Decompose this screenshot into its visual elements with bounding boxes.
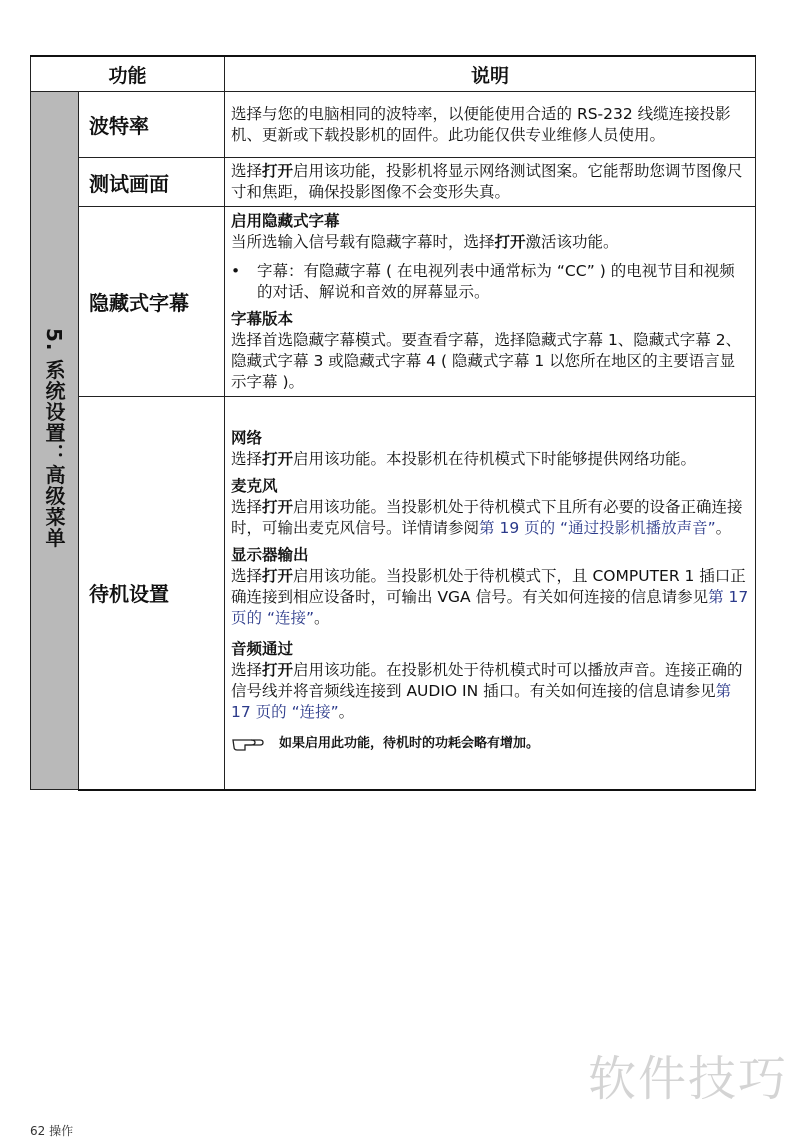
section-label: 5. 系统设置：高级菜单	[42, 328, 66, 549]
link-page-19[interactable]: 第 19 页的 “通过投影机播放声音”	[479, 518, 716, 537]
standby-audio-pass-text: 选择打开启用该功能。在投影机处于待机模式时可以播放声音。连接正确的信号线并将音频线连接到 AUDIO IN 插口。有关如何连接的信息请参见第 17 页的 “连接”。	[231, 660, 743, 721]
cc-version-text: 选择首选隐藏字幕模式。要查看字幕，选择隐藏式字幕 1、隐藏式字幕 2、隐藏式字幕 3 或隐藏式字幕 4 ( 隐藏式字幕 1 以您所在地区的主要语言显示字幕 )。	[231, 330, 742, 391]
standby-network-heading: 网络	[231, 428, 263, 447]
test-pattern-text: 选择打开启用该功能，投影机将显示网络测试图案。它能帮助您调节图像尺寸和焦距，确保投影图像不会变形失真。	[231, 162, 743, 201]
baud-rate-text: 选择与您的电脑相同的波特率，以便能使用合适的 RS-232 线缆连接投影机、更新或下载投影机的固件。此功能仅供专业维修人员使用。	[231, 104, 731, 144]
table-row-baud-rate	[31, 92, 756, 158]
table-row-standby-settings	[31, 397, 756, 790]
link-page-17-connection[interactable]: 第 17 页的 “连接”	[231, 587, 749, 627]
standby-monitor-out-heading: 显示器输出	[231, 545, 309, 564]
function-name-test-pattern: 测试画面	[79, 158, 225, 207]
standby-microphone-heading: 麦克风	[231, 476, 278, 495]
standby-monitor-out-text: 选择打开启用该功能。当投影机处于待机模式下，且 COMPUTER 1 插口正确连接到相应设备时，可输出 VGA 信号。有关如何连接的信息请参见第 17 页的 “连接”。	[231, 566, 749, 627]
description-closed-caption	[225, 207, 756, 397]
table-row-test-pattern	[31, 158, 756, 207]
function-name-closed-caption: 隐藏式字幕	[79, 207, 225, 397]
standby-note	[231, 733, 749, 754]
standby-note-text: 如果启用此功能，待机时的功耗会略有增加。	[279, 735, 540, 751]
pointing-hand-icon	[231, 734, 265, 752]
description-baud-rate	[225, 92, 756, 158]
header-function: 功能	[31, 56, 225, 92]
page-footer: 62 操作	[30, 1124, 74, 1138]
header-description: 说明	[225, 56, 756, 92]
section-sidebar	[31, 92, 79, 790]
settings-table	[30, 55, 756, 791]
standby-network-text: 选择打开启用该功能。本投影机在待机模式下时能够提供网络功能。	[231, 449, 697, 468]
function-name-baud-rate: 波特率	[79, 92, 225, 158]
cc-enable-text: 当所选输入信号载有隐藏字幕时，选择打开激活该功能。	[231, 232, 619, 251]
description-standby-settings	[225, 397, 756, 790]
cc-enable-heading: 启用隐藏式字幕	[231, 211, 340, 230]
table-row-closed-caption	[31, 207, 756, 397]
cc-version-heading: 字幕版本	[231, 309, 294, 328]
cc-bullet-item: • 字幕：有隐藏字幕 ( 在电视列表中通常标为 “CC” ) 的电视节目和视频的对话、解说和音效的屏幕显示。	[231, 261, 735, 301]
watermark: 软件技巧	[587, 1051, 788, 1107]
function-name-standby-settings: 待机设置	[79, 397, 225, 790]
description-test-pattern	[225, 158, 756, 207]
table-header-row	[31, 56, 756, 92]
standby-microphone-text: 选择打开启用该功能。当投影机处于待机模式下且所有必要的设备正确连接时，可输出麦克风信号。详情请参阅第 19 页的 “通过投影机播放声音”。	[231, 497, 743, 537]
standby-audio-pass-heading: 音频通过	[231, 639, 294, 658]
link-page-17-connection-2[interactable]: 第 17 页的 “连接”	[231, 681, 732, 721]
